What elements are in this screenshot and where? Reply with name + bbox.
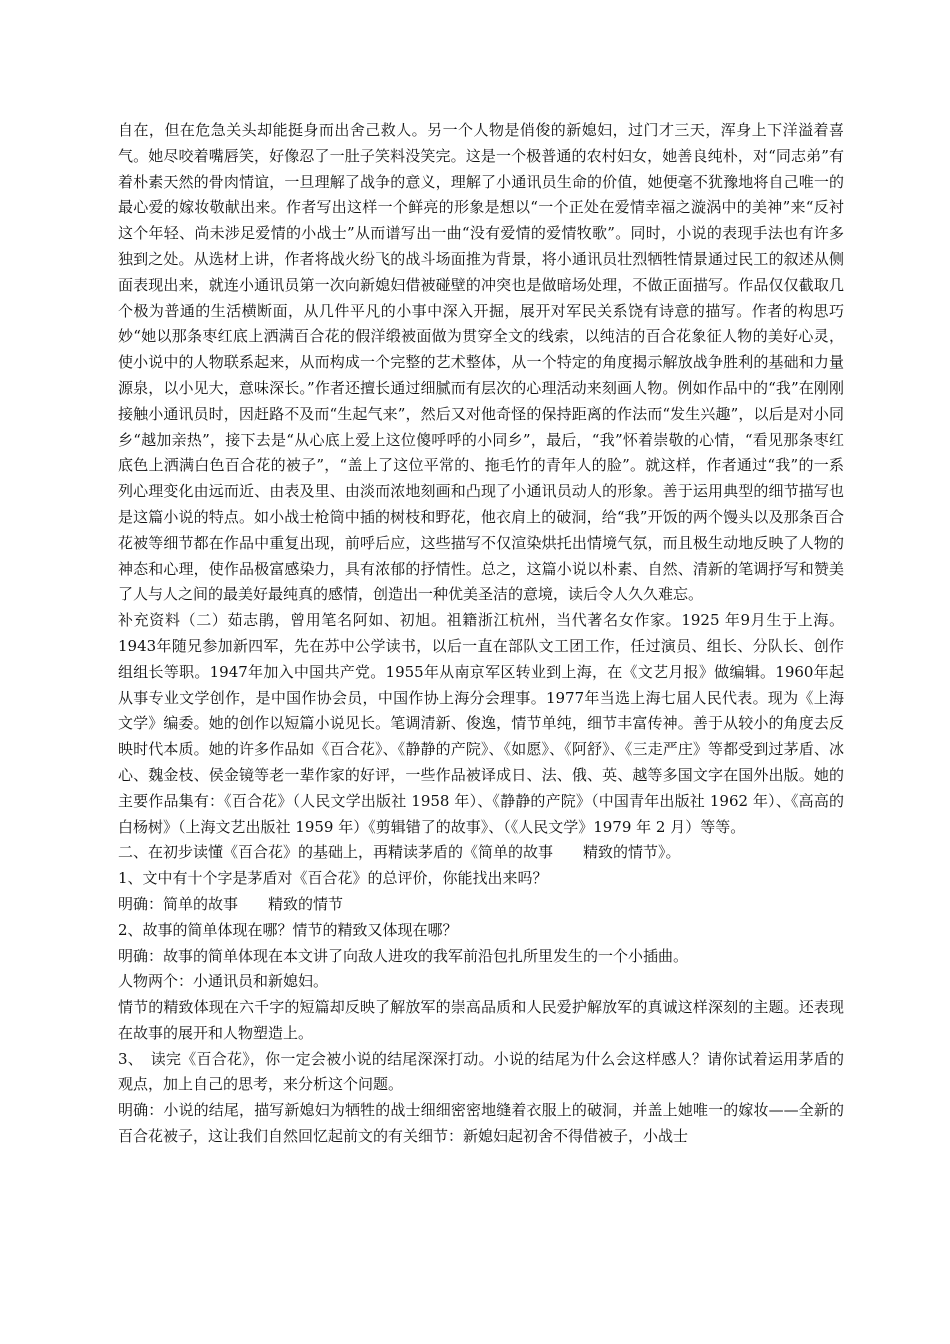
answer-1: 明确：简单的故事 精致的情节 xyxy=(118,894,344,913)
question-2: 2、故事的简单体现在哪？情节的精致又体现在哪？ xyxy=(118,920,458,939)
document-page xyxy=(118,118,844,1150)
paragraph-author-bio: 补充资料（二）茹志鹃，曾用笔名阿如、初旭。祖籍浙江杭州，当代著名女作家。1925 年9月生于上海。1943年随兄参加新四军，先在苏中公学读书，以后一直在部队文工团工作，任过演员、组长、分队长、创作组组长等职。1947年加入中国共产党。1955年从南京军区转业到上海，在《文艺月报》做编辑。1960年起从事专业文学创作，是中国作协会员，中国作协上海分会理事。1977年当选上海七届人民代表。现为《上海文学》编委。她的创作以短篇小说见长。笔调清新、俊逸，情节单纯，细节丰富传神。善于从较小的角度去反映时代本质。她的许多作品如《百合花》、《静静的产院》、《如愿》、《阿舒》、《三走严庄》等都受到过茅盾、冰心、魏金枝、侯金镜等老一辈作家的好评，一些作品被译成日、法、俄、英、越等多国文字在国外出版。她的主要作品集有：《百合花》（人民文学出版社 1958 年）、《静静的产院》（中国青年出版社 1962 年）、《高高的白杨树》（上海文艺出版社 1959 年）《剪辑错了的故事》、（《人民文学》1979 年 2 月）等等。 xyxy=(118,611,844,836)
question-3: 3、 读完《百合花》，你一定会被小说的结尾深深打动。小说的结尾为什么会这样感人？请你试着运用茅盾的观点，加上自己的思考，来分析这个问题。 xyxy=(118,1049,844,1094)
answer-2: 明确：故事的简单体现在本文讲了向敌人进攻的我军前沿包扎所里发生的一个小插曲。 xyxy=(118,946,689,965)
paragraph-analysis: 自在，但在危急关头却能挺身而出舍己救人。另一个人物是俏俊的新媳妇，过门才三天，浑身上下洋溢着喜气。她尽咬着嘴唇笑，好像忍了一肚子笑料没笑完。这是一个极普通的农村妇女，她善良纯朴，对“同志弟”有着朴素天然的骨肉情谊，一旦理解了战争的意义，理解了小通讯员生命的价值，她便毫不犹豫地将自己唯一的最心爱的嫁妆敬献出来。作者写出这样一个鲜亮的形象是想以“一个正处在爱情幸福之漩涡中的美神”来“反衬这个年轻、尚未涉足爱情的小战士”从而谱写出一曲“没有爱情的爱情牧歌”。同时，小说的表现手法也有许多独到之处。从选材上讲，作者将战火纷飞的战斗场面推为背景，将小通讯员壮烈牺牲情景通过民工的叙述从侧面表现出来，就连小通讯员第一次向新媳妇借被碰壁的冲突也是做暗场处理，不做正面描写。作品仅仅截取几个极为普通的生活横断面，从几件平凡的小事中深入开掘，展开对军民关系饶有诗意的描写。作者的构思巧妙“她以那条枣红底上洒满百合花的假洋缎被面做为贯穿全文的线索，以纯洁的百合花象征人物的美好心灵，使小说中的人物联系起来，从而构成一个完整的艺术整体，从一个特定的角度揭示解放战争胜利的基础和力量源泉，以小见大，意味深长。”作者还擅长通过细腻而有层次的心理活动来刻画人物。例如作品中的“我”在刚刚接触小通讯员时，因赶路不及而“生起气来”，然后又对他奇怪的保持距离的作法而“发生兴趣”，以后是对小同乡“越加亲热”，接下去是“从心底上爱上这位傻呼呼的小同乡”，最后，“我”怀着崇敬的心情，“看见那条枣红底色上洒满白色百合花的被子”，“盖上了这位平常的、拖毛竹的青年人的脸”。就这样，作者通过“我”的一系列心理变化由远而近、由表及里、由淡而浓地刻画和凸现了小通讯员动人的形象。善于运用典型的细节描写也是这篇小说的特点。如小战士枪筒中插的树枝和野花，他衣肩上的破洞，给“我”开饭的两个馒头以及那条百合花被等细节都在作品中重复出现，前呼后应，这些描写不仅渲染烘托出情境气氛，而且极生动地反映了人物的神态和心理，使作品极富感染力，具有浓郁的抒情性。总之，这篇小说以朴素、自然、清新的笔调抒写和赞美了人与人之间的最美好最纯真的感情，创造出一种优美圣洁的意境，读后令人久久难忘。 xyxy=(118,121,844,604)
answer-2-characters: 人物两个：小通讯员和新媳妇。 xyxy=(118,972,329,991)
section-heading: 二、在初步读懂《百合花》的基础上，再精读茅盾的《简单的故事 精致的情节》。 xyxy=(118,843,681,862)
question-1: 1、文中有十个字是茅盾对《百合花》的总评价，你能找出来吗？ xyxy=(118,869,548,888)
answer-2-plot: 情节的精致体现在六千字的短篇却反映了解放军的崇高品质和人民爱护解放军的真诚这样深刻的主题。还表现在故事的展开和人物塑造上。 xyxy=(118,998,844,1042)
answer-3: 明确：小说的结尾，描写新媳妇为牺牲的战士细细密密地缝着衣服上的破洞，并盖上她唯一的嫁妆——全新的百合花被子，这让我们自然回忆起前文的有关细节：新媳妇起初舍不得借被子，小战士 xyxy=(118,1101,844,1146)
